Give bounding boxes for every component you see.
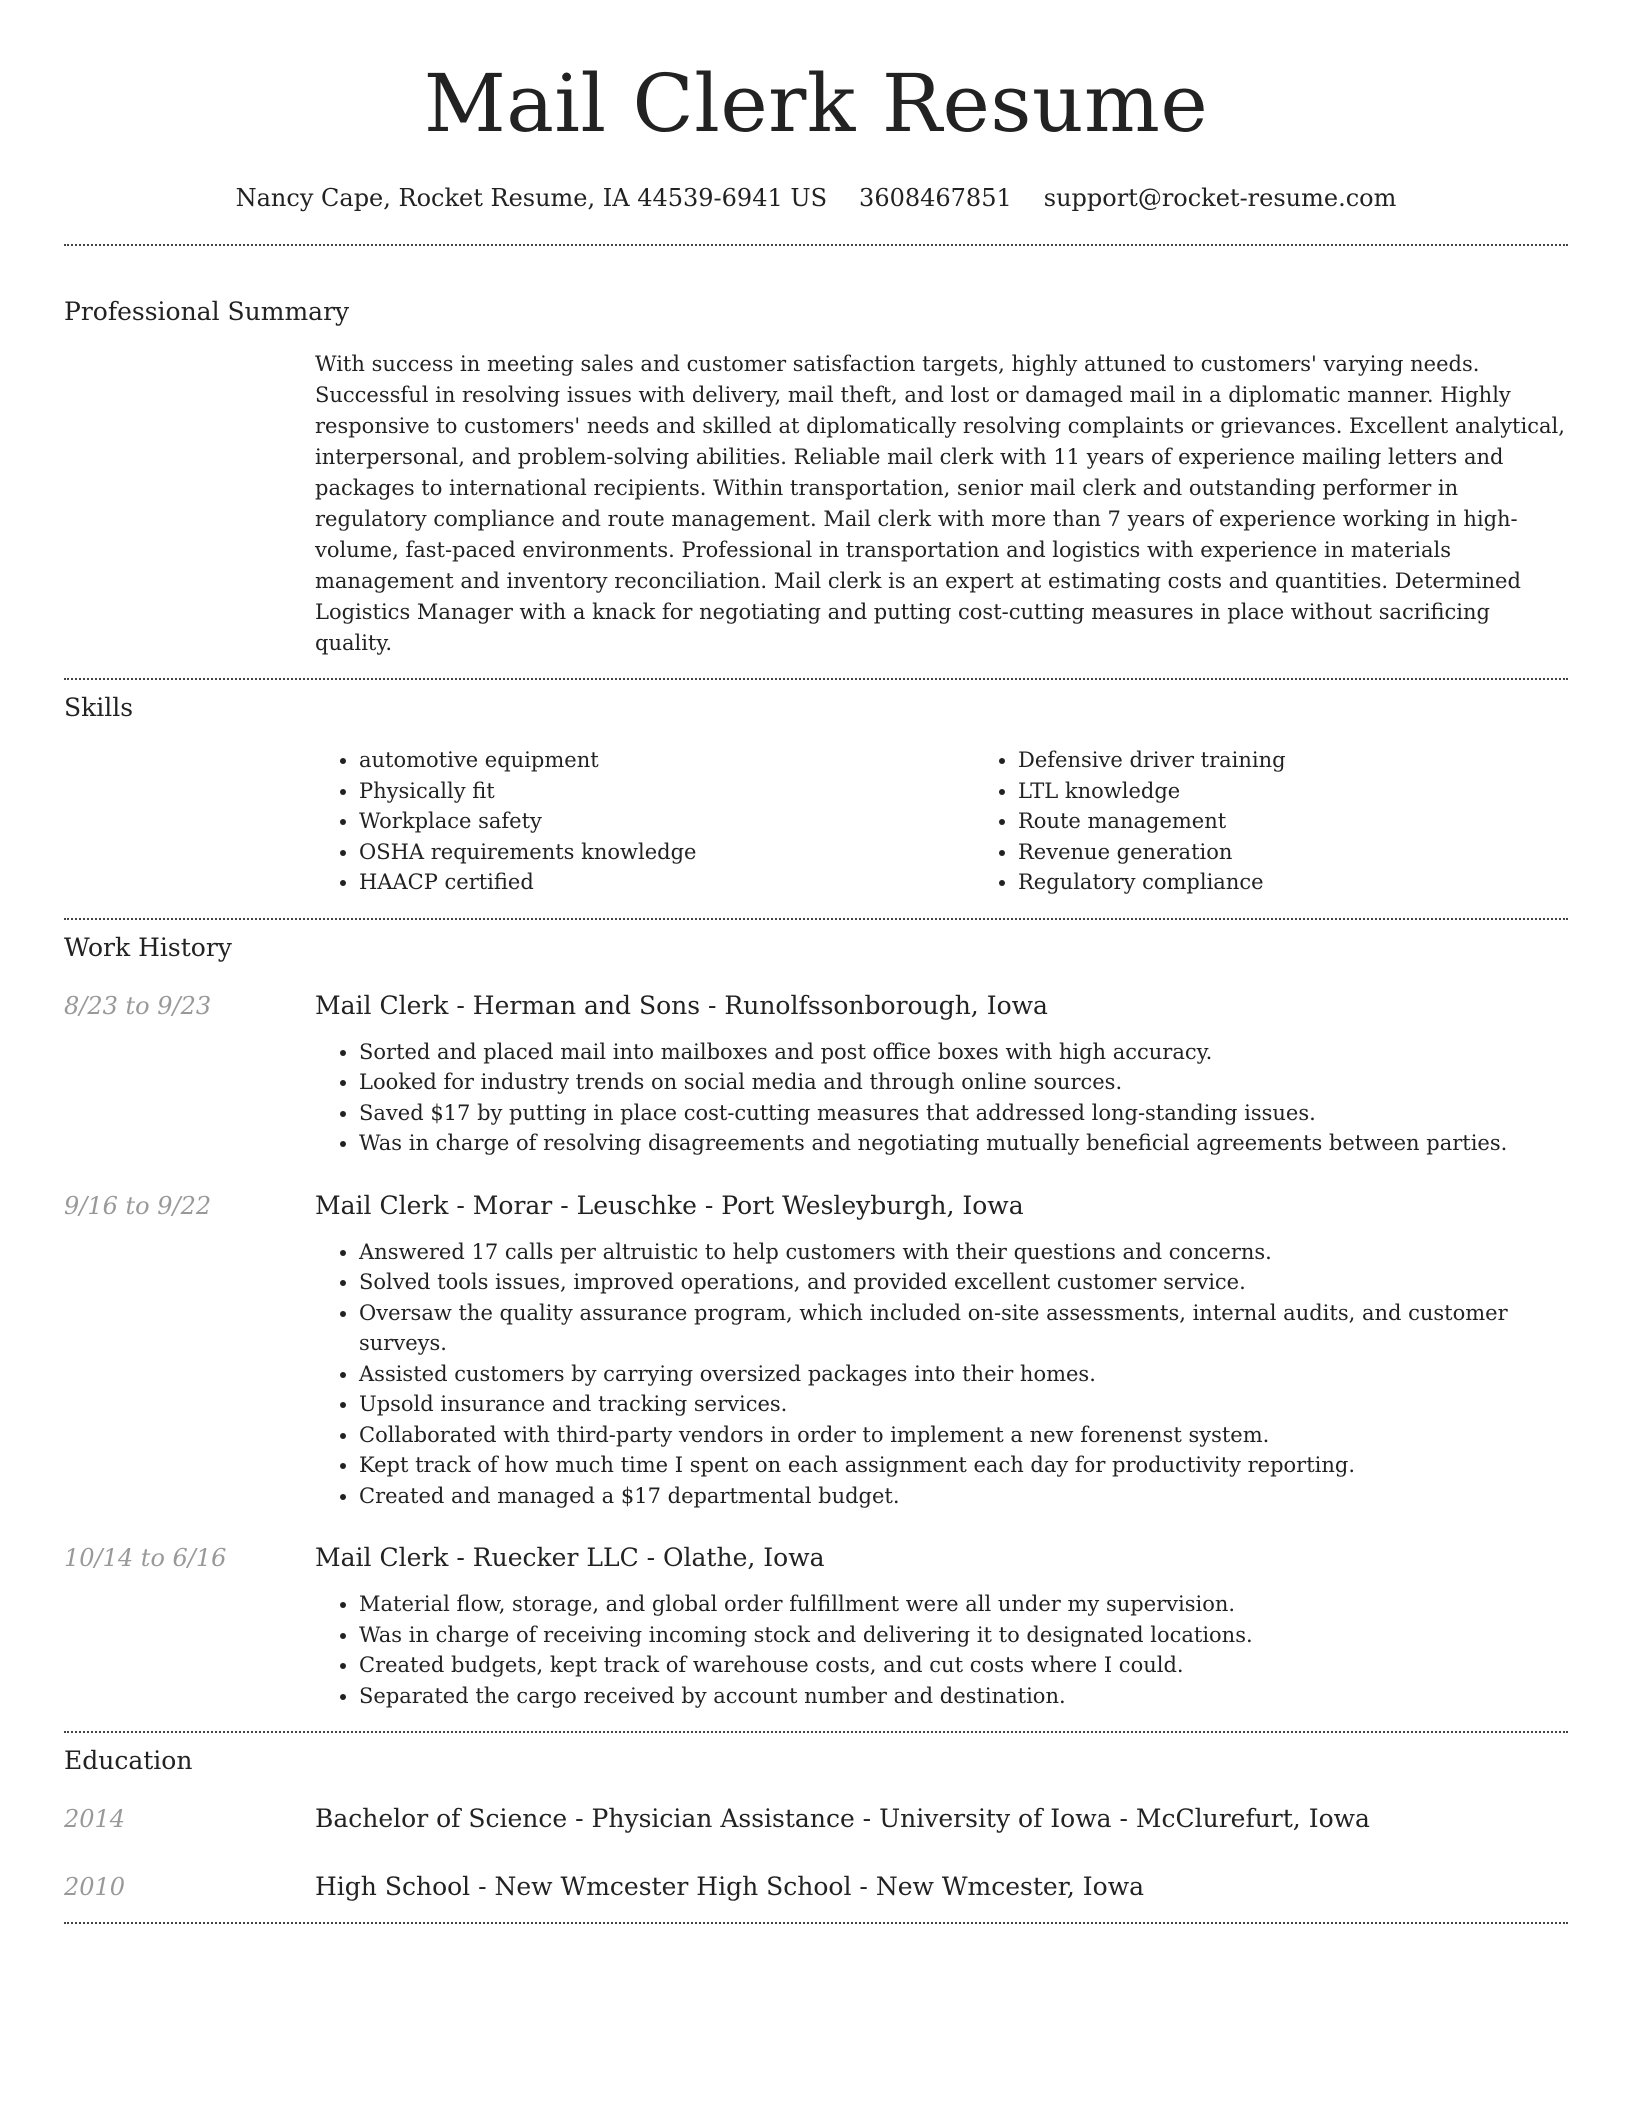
education-entry [64,1802,1568,1836]
list-item: • Created budgets, kept track of warehouse costs, and cut costs where I could. [359,1650,1568,1681]
work-history-section [64,931,1568,1712]
divider [64,1922,1568,1924]
list-item: • Regulatory compliance [1018,867,1632,898]
skills-list-right [974,745,1632,898]
page-title: Mail Clerk Resume [423,57,1209,150]
job-dates: 10/14 to 6/16 [64,1544,227,1572]
list-item: • Was in charge of receiving incoming stock and delivering it to designated locations. [359,1620,1568,1651]
education-section [64,1744,1568,1904]
list-item: • Revenue generation [1018,837,1632,868]
list-item: • Separated the cargo received by account number and destination. [359,1681,1568,1712]
job-dates: 8/23 to 9/23 [64,991,212,1020]
job-entry [64,1541,1568,1711]
list-item: • Saved $17 by putting in place cost-cutting measures that addressed long-standing issues. [359,1098,1568,1129]
list-item: • Route management [1018,806,1632,837]
list-item: • Assisted customers by carrying oversized packages into their homes. [359,1359,1568,1390]
contact-line [64,182,1568,214]
resume-page [64,0,1568,1924]
job-entry [64,989,1568,1159]
divider [64,1731,1568,1733]
summary-text: With success in meeting sales and customer satisfaction targets, highly attuned to customers' varying needs. Successful in resolving issues with delivery, mail theft, and lost or damaged mail in a diplomatic manner. Highly responsive to customers' needs and skilled at diplomatically resolving complaints or grievances. Excellent analytical, interpersonal, and problem-solving abilities. Reliable mail clerk with 11 years of experience mailing letters and packages to international recipients. Within transportation, senior mail clerk and outstanding performer in regulatory compliance and route management. Mail clerk with more than 7 years of experience working in high-volume, fast-paced environments. Professional in transportation and logistics with experience in materials management and inventory reconciliation. Mail clerk is an expert at estimating costs and quantities. Determined Logistics Manager with a knack for negotiating and putting cost-cutting measures in place without sacrificing quality. [315,352,1565,655]
job-duties [315,1589,1568,1711]
contact-phone: 3608467851 [859,184,1012,212]
list-item: • Looked for industry trends on social media and through online sources. [359,1067,1568,1098]
section-heading-work: Work History [64,932,232,962]
divider [64,918,1568,920]
list-item: • Sorted and placed mail into mailboxes and post office boxes with high accuracy. [359,1037,1568,1068]
skills-section [64,691,1568,898]
job-duties [315,1037,1568,1159]
list-item: • Workplace safety [359,806,974,837]
job-duties [315,1237,1568,1512]
list-item: • Answered 17 calls per altruistic to help customers with their questions and concerns. [359,1237,1568,1268]
list-item: • automotive equipment [359,745,974,776]
contact-email: support@rocket-resume.com [1043,184,1397,212]
contact-address: Nancy Cape, Rocket Resume, IA 44539-6941 US [235,184,828,212]
list-item: • Defensive driver training [1018,745,1632,776]
job-title: Mail Clerk - Herman and Sons - Runolfssonborough, Iowa [315,990,1048,1020]
divider [64,678,1568,680]
list-item: • LTL knowledge [1018,776,1632,807]
list-item: • Physically fit [359,776,974,807]
job-dates: 9/16 to 9/22 [64,1191,212,1220]
list-item: • Solved tools issues, improved operations, and provided excellent customer service. [359,1267,1568,1298]
divider [64,244,1568,246]
job-title: Mail Clerk - Morar - Leuschke - Port Wesleyburgh, Iowa [315,1190,1024,1220]
job-entry [64,1189,1568,1512]
list-item: • Created and managed a $17 departmental budget. [359,1481,1568,1512]
list-item: • Material flow, storage, and global order fulfillment were all under my supervision. [359,1589,1568,1620]
education-entry [64,1870,1568,1904]
section-heading-education: Education [64,1746,193,1775]
summary-section [64,295,1568,659]
job-title: Mail Clerk - Ruecker LLC - Olathe, Iowa [315,1543,825,1572]
list-item: • Collaborated with third-party vendors in order to implement a new forenenst system. [359,1420,1568,1451]
education-title: Bachelor of Science - Physician Assistance - University of Iowa - McClurefurt, Iowa [315,1804,1370,1833]
education-year: 2014 [64,1805,126,1833]
skills-list-left [315,745,974,898]
education-title: High School - New Wmcester High School - New Wmcester, Iowa [315,1872,1145,1901]
list-item: • HAACP certified [359,867,974,898]
list-item: • Kept track of how much time I spent on each assignment each day for productivity reporting. [359,1450,1568,1481]
section-heading-summary: Professional Summary [64,297,350,326]
list-item: • Upsold insurance and tracking services. [359,1389,1568,1420]
section-heading-skills: Skills [64,693,134,722]
education-year: 2010 [64,1873,126,1901]
list-item: • Oversaw the quality assurance program, which included on-site assessments, internal audits, and customer surveys. [359,1298,1568,1359]
list-item: • Was in charge of resolving disagreements and negotiating mutually beneficial agreements between parties. [359,1128,1568,1159]
list-item: • OSHA requirements knowledge [359,837,974,868]
